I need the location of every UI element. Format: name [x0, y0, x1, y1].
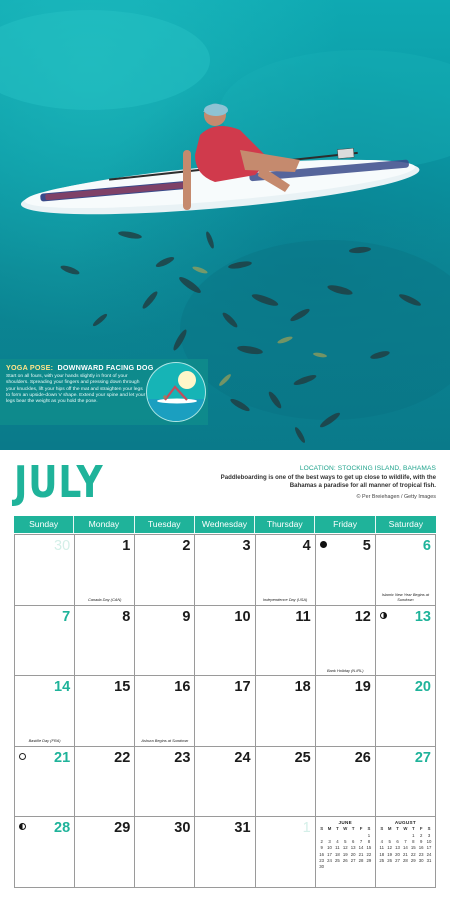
day-cell[interactable] [15, 817, 75, 888]
last-moon-icon [19, 823, 26, 830]
mini-calendar-day: 19 [342, 851, 348, 857]
day-number: 1 [122, 538, 131, 554]
day-number: 6 [422, 538, 431, 554]
day-number: 9 [182, 608, 191, 625]
mini-calendar-weekday: M [387, 826, 392, 832]
first-moon-icon [380, 612, 387, 619]
day-cell[interactable] [15, 747, 75, 818]
day-cell[interactable] [376, 817, 436, 888]
day-number: 1 [302, 820, 311, 837]
weekday-wednesday: Wednesday [195, 516, 255, 533]
day-number: 5 [362, 538, 371, 554]
weekday-header-row [14, 516, 436, 533]
full-moon-icon [19, 753, 26, 760]
day-cell[interactable] [15, 676, 75, 747]
mini-calendar-day: 21 [358, 851, 364, 857]
mini-calendar-day: 24 [426, 851, 432, 857]
day-number: 31 [234, 820, 251, 837]
day-cell[interactable] [75, 535, 135, 606]
day-cell[interactable] [75, 606, 135, 677]
mini-calendar-day: 26 [387, 857, 393, 863]
day-number: 13 [414, 608, 431, 625]
day-number: 19 [354, 679, 371, 696]
day-number: 30 [54, 538, 71, 554]
mini-calendar-day: 9 [320, 845, 323, 851]
day-cell[interactable] [256, 817, 316, 888]
day-cell[interactable] [15, 606, 75, 677]
mini-calendar-day: 19 [387, 851, 393, 857]
mini-calendar-weekday: T [351, 826, 355, 832]
mini-calendar-day: 26 [342, 857, 348, 863]
mini-calendar-day: 25 [379, 857, 385, 863]
mini-calendar-day: 11 [335, 845, 340, 851]
day-number: 12 [354, 608, 371, 625]
mini-calendar-day: 20 [395, 851, 400, 857]
day-number: 18 [294, 679, 311, 696]
day-cell[interactable] [256, 747, 316, 818]
day-cell[interactable] [195, 747, 255, 818]
day-number: 30 [174, 820, 191, 837]
mini-calendar-day: 16 [418, 845, 424, 851]
day-cell[interactable] [256, 535, 316, 606]
mini-calendar-day: 22 [366, 851, 372, 857]
day-cell[interactable] [195, 676, 255, 747]
mini-calendar-day: 17 [426, 845, 432, 851]
mini-calendar-day: 8 [367, 838, 371, 844]
mini-calendar-day: 2 [320, 838, 323, 844]
day-cell[interactable] [376, 535, 436, 606]
day-number: 24 [234, 749, 251, 766]
weekday-tuesday: Tuesday [135, 516, 195, 533]
day-cell[interactable] [135, 676, 195, 747]
day-cell[interactable] [376, 606, 436, 677]
mini-calendar-day [341, 864, 349, 870]
yoga-pose-panel [0, 359, 208, 425]
mini-calendar-weekday: F [359, 826, 363, 832]
mini-calendar-day: 16 [319, 851, 325, 857]
day-cell[interactable] [256, 606, 316, 677]
day-cell[interactable] [316, 676, 376, 747]
mini-calendar-weekday: S [367, 826, 371, 832]
day-cell[interactable] [316, 747, 376, 818]
mini-calendar-grid [378, 826, 433, 864]
mini-calendar-day: 12 [342, 845, 348, 851]
mini-calendar-june [318, 820, 373, 870]
mini-calendar-weekday: F [419, 826, 423, 832]
mini-calendar-day: 7 [404, 838, 407, 844]
holiday-label: Bastille Day (FRA) [28, 738, 61, 744]
mini-calendar-day [333, 864, 341, 870]
day-number: 17 [234, 679, 251, 696]
mini-calendar-day: 18 [335, 851, 340, 857]
mini-calendar-weekday: T [411, 826, 415, 832]
mini-calendar-day: 25 [335, 857, 340, 863]
day-number: 10 [234, 608, 251, 625]
mini-calendar-day: 6 [396, 838, 399, 844]
day-cell[interactable] [75, 747, 135, 818]
mini-calendar-day: 5 [344, 838, 347, 844]
day-number: 2 [182, 538, 191, 554]
mini-calendar-day: 29 [410, 857, 416, 863]
day-number: 3 [242, 538, 251, 554]
photo-location: LOCATION: STOCKING ISLAND, BAHAMAS [299, 465, 436, 472]
mini-calendar-day: 4 [336, 838, 339, 844]
mini-calendar-weekday: W [343, 826, 348, 832]
weekday-monday: Monday [74, 516, 134, 533]
mini-calendar-grid [318, 826, 373, 870]
mini-calendar-day: 3 [328, 838, 331, 844]
day-cell[interactable] [75, 676, 135, 747]
photo-credit: © Per Breiehagen / Getty Images [356, 493, 436, 500]
yoga-pose-illustration [146, 362, 206, 422]
day-cell[interactable] [135, 747, 195, 818]
mini-calendar-day: 22 [410, 851, 416, 857]
day-cell[interactable] [135, 817, 195, 888]
mini-calendar-weekday: S [380, 826, 384, 832]
mini-calendar-day: 23 [418, 851, 424, 857]
day-cell[interactable] [195, 535, 255, 606]
holiday-label: Canada Day (CAN) [87, 597, 122, 602]
mini-calendar-day: 11 [379, 845, 385, 851]
day-cell[interactable] [195, 817, 255, 888]
day-number: 26 [354, 749, 371, 766]
day-cell[interactable] [316, 535, 376, 606]
photo-description: Paddleboarding is one of the best ways to get up close to wildlife, with the Bahamas a paradise for all manner of tropical fish. [220, 474, 436, 489]
weekday-thursday: Thursday [255, 516, 315, 533]
day-number: 27 [414, 749, 431, 766]
day-number: 25 [294, 749, 311, 766]
mini-calendar-day: 6 [351, 838, 355, 844]
calendar-grid [14, 534, 436, 888]
day-cell[interactable] [135, 606, 195, 677]
mini-calendar-day: 23 [319, 857, 325, 863]
mini-calendar-weekday: W [403, 826, 408, 832]
holiday-label: Independence Day (USA) [262, 597, 308, 602]
day-number: 11 [295, 608, 311, 625]
mini-calendar-day: 10 [327, 845, 332, 851]
mini-calendar-day: 2 [419, 832, 423, 838]
mini-calendar-day: 31 [426, 857, 432, 863]
photo-caption [196, 465, 436, 500]
mini-calendar-day: 27 [395, 857, 400, 863]
day-number: 7 [62, 608, 71, 625]
mini-calendar-weekday: T [396, 826, 399, 832]
mini-calendar-day: 20 [350, 851, 356, 857]
mini-calendar-weekday: S [320, 826, 324, 832]
day-number: 16 [174, 679, 191, 696]
day-cell[interactable] [195, 606, 255, 677]
mini-calendar-day: 30 [319, 864, 325, 870]
day-cell[interactable] [15, 535, 75, 606]
weekday-saturday: Saturday [388, 519, 424, 529]
mini-calendar-day: 21 [403, 851, 408, 857]
day-number: 23 [174, 749, 191, 766]
mini-calendar-day: 17 [327, 851, 332, 857]
mini-calendar-august [378, 820, 433, 864]
mini-calendar-day [326, 864, 334, 870]
mini-calendar-day: 1 [412, 832, 415, 838]
day-number: 20 [414, 679, 431, 696]
mini-calendar-title: AUGUST [394, 820, 417, 826]
mini-calendar-day: 18 [379, 851, 385, 857]
yoga-pose-kicker: YOGA POSE: [6, 363, 54, 372]
mini-calendar-day: 30 [418, 857, 424, 863]
mini-calendar-day: 12 [387, 845, 393, 851]
mini-calendar-day: 15 [366, 845, 372, 851]
mini-calendar-day: 14 [358, 845, 364, 851]
mini-calendar-day: 9 [419, 838, 423, 844]
mini-calendar-title: JUNE [338, 820, 352, 826]
day-number: 28 [54, 820, 71, 837]
day-number: 4 [302, 538, 311, 554]
day-number: 29 [114, 820, 131, 837]
mini-calendar-day: 14 [403, 845, 408, 851]
day-number: 8 [122, 608, 131, 625]
day-cell[interactable] [135, 535, 195, 606]
day-cell[interactable] [316, 606, 376, 677]
yoga-pose-name: DOWNWARD FACING DOG [57, 363, 154, 372]
holiday-label: Ashura Begins at Sundown [141, 738, 189, 744]
mini-calendar-day [349, 864, 357, 870]
mini-calendar-weekday: M [327, 826, 332, 832]
mini-calendar-day [357, 864, 365, 870]
mini-calendar-day: 24 [327, 857, 332, 863]
mini-calendar-day: 8 [412, 838, 415, 844]
weekday-sunday: Sunday [14, 516, 74, 533]
mini-calendar-day: 13 [395, 845, 400, 851]
mini-calendar-day: 15 [410, 845, 416, 851]
weekday-friday: Friday [315, 516, 375, 533]
day-cell[interactable] [256, 676, 316, 747]
day-cell[interactable] [316, 817, 376, 888]
mini-calendar-day: 5 [388, 838, 391, 844]
new-moon-icon [320, 541, 327, 548]
mini-calendar-day: 13 [350, 845, 356, 851]
day-cell[interactable] [376, 747, 436, 818]
day-number: 21 [54, 749, 71, 766]
mini-calendar-day: 29 [366, 857, 372, 863]
mini-calendar-day: 3 [427, 832, 431, 838]
mini-calendar-day: 7 [359, 838, 363, 844]
mini-calendar-day: 10 [426, 838, 432, 844]
yoga-pose-instructions: Start on all fours, with your hands slightly in front of your shoulders. Spreading your fingers and pressing down through your knuckles, lift your hips off the mat and straighten your legs to form an upside-down V shape. Extend your spine and let your legs bear the weight as you hold the pose. [6, 374, 146, 405]
day-number: 15 [114, 679, 131, 696]
mini-calendar-weekday: T [336, 826, 339, 832]
mini-calendar-day: 1 [367, 832, 371, 838]
day-number: 14 [54, 679, 71, 696]
mini-calendar-day [365, 864, 373, 870]
mini-calendar-day: 27 [350, 857, 356, 863]
holiday-label: Bank Holiday (N.IRL) [327, 667, 364, 673]
day-cell[interactable] [376, 676, 436, 747]
mini-calendar-day: 28 [358, 857, 364, 863]
holiday-label: Islamic New Year Begins at Sundown [381, 592, 430, 602]
mini-calendar-weekday: S [427, 826, 431, 832]
mini-calendar-day: 28 [403, 857, 408, 863]
mini-calendar-day: 4 [380, 838, 383, 844]
month-title: JULY [14, 457, 104, 508]
day-cell[interactable] [75, 817, 135, 888]
day-number: 22 [114, 749, 131, 766]
